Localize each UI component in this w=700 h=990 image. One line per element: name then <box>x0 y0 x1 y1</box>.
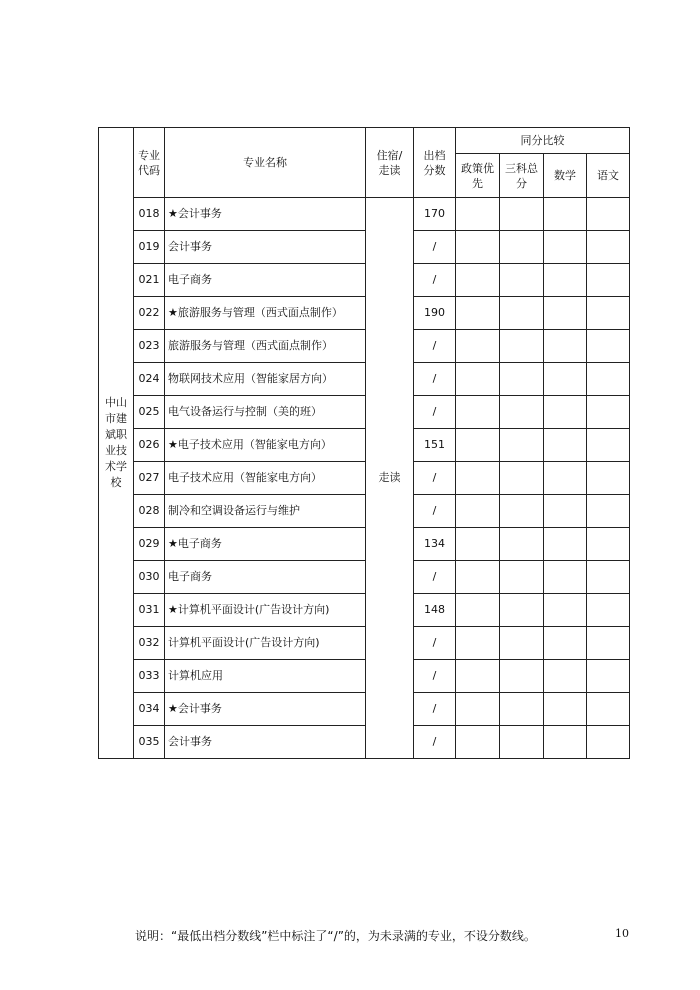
row-major-name: 物联网技术应用（智能家居方向） <box>165 363 366 396</box>
table-row <box>99 363 630 396</box>
tie-break-cell <box>587 627 630 660</box>
table-row <box>99 528 630 561</box>
footnote: 说明：“最低出档分数线”栏中标注了“/”的，为未录满的专业，不设分数线。 <box>135 929 536 943</box>
table-row <box>99 495 630 528</box>
row-min-score: / <box>414 330 456 363</box>
table-row <box>99 297 630 330</box>
tie-break-cell <box>544 528 587 561</box>
row-code: 034 <box>134 693 165 726</box>
row-major-name: ★电子商务 <box>165 528 366 561</box>
tie-break-cell <box>587 396 630 429</box>
tie-break-cell <box>587 561 630 594</box>
tie-break-cell <box>544 561 587 594</box>
row-code: 023 <box>134 330 165 363</box>
tie-break-cell <box>587 198 630 231</box>
row-min-score: / <box>414 660 456 693</box>
row-code: 026 <box>134 429 165 462</box>
tie-break-cell <box>587 495 630 528</box>
header-three-subject-total: 三科总分 <box>500 154 544 198</box>
header-min-score: 出档分数 <box>414 128 456 198</box>
row-major-name: 会计事务 <box>165 231 366 264</box>
row-min-score: / <box>414 264 456 297</box>
tie-break-cell <box>456 528 500 561</box>
row-min-score: 148 <box>414 594 456 627</box>
row-min-score: 190 <box>414 297 456 330</box>
row-major-name: ★电子技术应用（智能家电方向） <box>165 429 366 462</box>
table-row <box>99 198 630 231</box>
row-code: 032 <box>134 627 165 660</box>
tie-break-cell <box>544 594 587 627</box>
tie-break-cell <box>500 693 544 726</box>
table-row <box>99 627 630 660</box>
row-min-score: / <box>414 627 456 660</box>
tie-break-cell <box>500 198 544 231</box>
tie-break-cell <box>456 627 500 660</box>
row-code: 030 <box>134 561 165 594</box>
row-code: 025 <box>134 396 165 429</box>
table-row <box>99 561 630 594</box>
header-math: 数学 <box>544 154 587 198</box>
tie-break-cell <box>544 462 587 495</box>
tie-break-cell <box>456 495 500 528</box>
row-min-score: / <box>414 726 456 759</box>
tie-break-cell <box>500 330 544 363</box>
table-row <box>99 594 630 627</box>
table-row <box>99 396 630 429</box>
tie-break-cell <box>587 297 630 330</box>
tie-break-cell <box>587 363 630 396</box>
tie-break-cell <box>456 693 500 726</box>
tie-break-cell <box>587 264 630 297</box>
tie-break-cell <box>500 594 544 627</box>
tie-break-cell <box>456 594 500 627</box>
row-min-score: 134 <box>414 528 456 561</box>
tie-break-cell <box>544 693 587 726</box>
tie-break-cell <box>456 297 500 330</box>
row-major-name: 电子商务 <box>165 264 366 297</box>
tie-break-cell <box>587 429 630 462</box>
table-row <box>99 726 630 759</box>
tie-break-cell <box>587 330 630 363</box>
tie-break-cell <box>456 231 500 264</box>
row-major-name: 计算机平面设计(广告设计方向) <box>165 627 366 660</box>
table-row <box>99 264 630 297</box>
tie-break-cell <box>544 363 587 396</box>
header-tie-break: 同分比较 <box>456 128 630 154</box>
tie-break-cell <box>587 462 630 495</box>
row-code: 018 <box>134 198 165 231</box>
page-number: 10 <box>615 927 629 940</box>
row-code: 033 <box>134 660 165 693</box>
row-code: 028 <box>134 495 165 528</box>
row-code: 022 <box>134 297 165 330</box>
row-code: 021 <box>134 264 165 297</box>
row-min-score: / <box>414 363 456 396</box>
row-major-name: 计算机应用 <box>165 660 366 693</box>
tie-break-cell <box>500 297 544 330</box>
row-min-score: / <box>414 462 456 495</box>
tie-break-cell <box>544 330 587 363</box>
table-row <box>99 231 630 264</box>
row-min-score: 170 <box>414 198 456 231</box>
tie-break-cell <box>544 726 587 759</box>
tie-break-cell <box>544 231 587 264</box>
tie-break-cell <box>500 627 544 660</box>
row-major-name: ★会计事务 <box>165 693 366 726</box>
row-major-name: 电子商务 <box>165 561 366 594</box>
tie-break-cell <box>456 429 500 462</box>
tie-break-cell <box>500 231 544 264</box>
tie-break-cell <box>456 363 500 396</box>
header-chinese: 语文 <box>587 154 630 198</box>
tie-break-cell <box>500 495 544 528</box>
table-row <box>99 693 630 726</box>
tie-break-cell <box>500 561 544 594</box>
row-major-name: ★会计事务 <box>165 198 366 231</box>
row-major-name: 旅游服务与管理（西式面点制作） <box>165 330 366 363</box>
tie-break-cell <box>544 297 587 330</box>
row-code: 027 <box>134 462 165 495</box>
tie-break-cell <box>500 528 544 561</box>
tie-break-cell <box>587 594 630 627</box>
header-name: 专业名称 <box>165 128 366 198</box>
row-code: 035 <box>134 726 165 759</box>
tie-break-cell <box>544 660 587 693</box>
tie-break-cell <box>500 429 544 462</box>
header-policy-priority: 政策优先 <box>456 154 500 198</box>
table-row <box>99 330 630 363</box>
tie-break-cell <box>456 726 500 759</box>
tie-break-cell <box>500 726 544 759</box>
table-row <box>99 660 630 693</box>
tie-break-cell <box>456 330 500 363</box>
tie-break-cell <box>500 396 544 429</box>
row-major-name: 电气设备运行与控制（美的班） <box>165 396 366 429</box>
tie-break-cell <box>587 528 630 561</box>
header-code: 专业代码 <box>134 128 165 198</box>
tie-break-cell <box>500 660 544 693</box>
tie-break-cell <box>544 264 587 297</box>
accommodation-cell: 走读 <box>366 198 414 759</box>
tie-break-cell <box>587 693 630 726</box>
header-row-1 <box>99 128 630 154</box>
row-code: 031 <box>134 594 165 627</box>
row-major-name: 会计事务 <box>165 726 366 759</box>
tie-break-cell <box>500 462 544 495</box>
header-accommodation: 住宿/走读 <box>366 128 414 198</box>
school-name: 中山市建斌职业技术学校 <box>105 396 127 489</box>
table-row <box>99 429 630 462</box>
row-major-name: 制冷和空调设备运行与维护 <box>165 495 366 528</box>
tie-break-cell <box>587 231 630 264</box>
row-code: 024 <box>134 363 165 396</box>
row-major-name: ★旅游服务与管理（西式面点制作） <box>165 297 366 330</box>
tie-break-cell <box>544 627 587 660</box>
row-min-score: / <box>414 561 456 594</box>
tie-break-cell <box>456 198 500 231</box>
row-min-score: / <box>414 495 456 528</box>
tie-break-cell <box>544 396 587 429</box>
row-min-score: / <box>414 693 456 726</box>
tie-break-cell <box>456 264 500 297</box>
row-code: 019 <box>134 231 165 264</box>
tie-break-cell <box>587 660 630 693</box>
tie-break-cell <box>456 660 500 693</box>
tie-break-cell <box>456 396 500 429</box>
tie-break-cell <box>544 495 587 528</box>
table-body <box>99 128 630 759</box>
tie-break-cell <box>456 462 500 495</box>
school-name-cell <box>99 128 134 759</box>
tie-break-cell <box>500 264 544 297</box>
row-code: 029 <box>134 528 165 561</box>
admission-table <box>98 127 630 759</box>
tie-break-cell <box>544 198 587 231</box>
tie-break-cell <box>500 363 544 396</box>
tie-break-cell <box>544 429 587 462</box>
row-min-score: 151 <box>414 429 456 462</box>
tie-break-cell <box>456 561 500 594</box>
table-row <box>99 462 630 495</box>
tie-break-cell <box>587 726 630 759</box>
row-min-score: / <box>414 231 456 264</box>
row-major-name: 电子技术应用（智能家电方向） <box>165 462 366 495</box>
row-min-score: / <box>414 396 456 429</box>
row-major-name: ★计算机平面设计(广告设计方向) <box>165 594 366 627</box>
